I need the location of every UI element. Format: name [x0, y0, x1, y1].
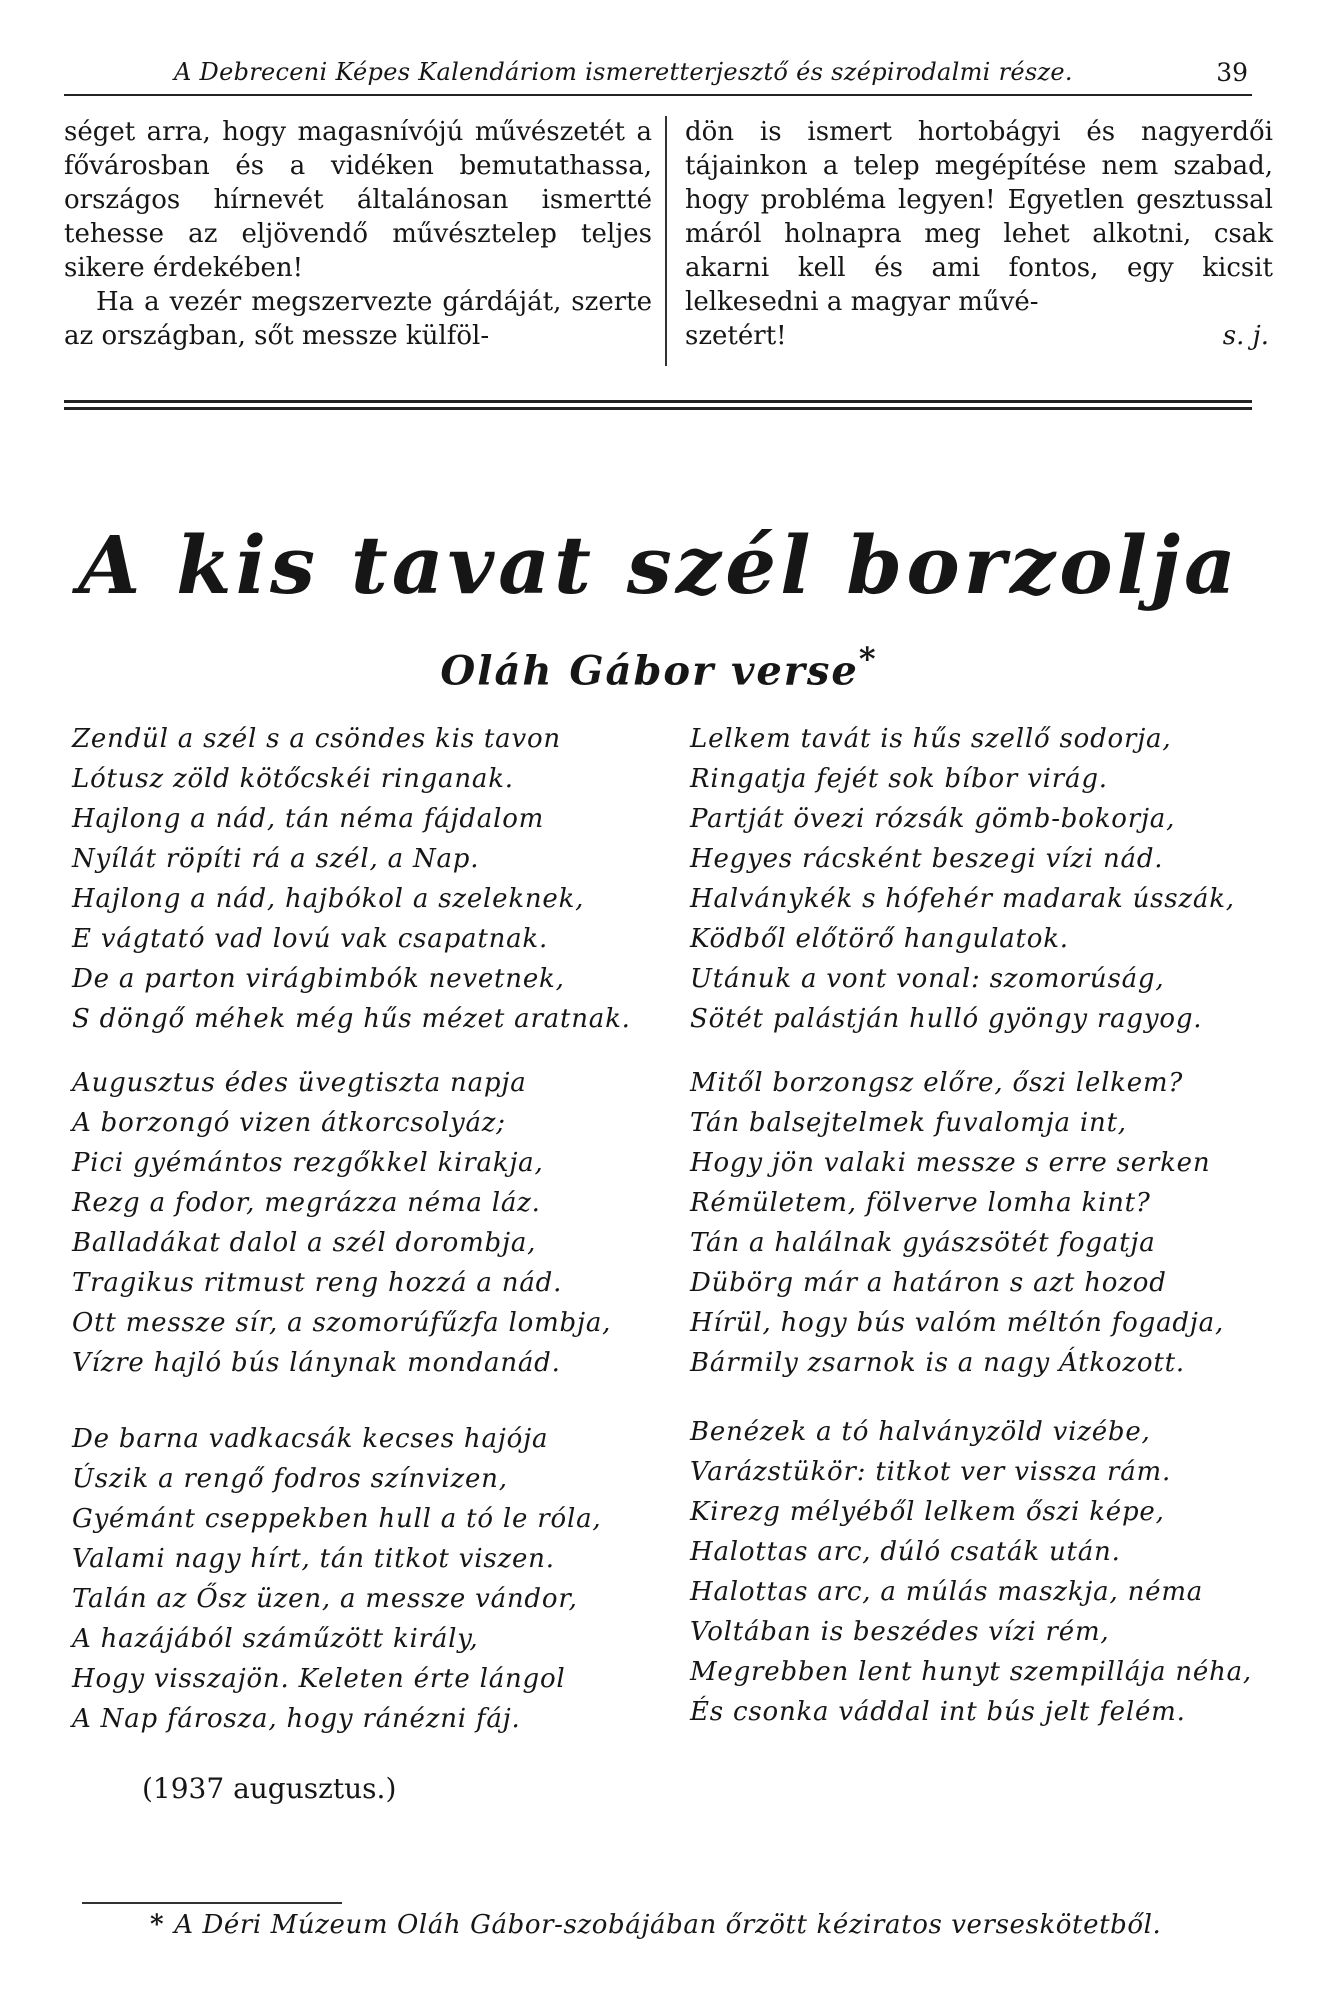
poem-line: Rezg a fodor, megrázza néma láz.	[72, 1188, 541, 1218]
poem-line: Dübörg már a határon s azt hozod	[690, 1268, 1167, 1298]
signature: s. j.	[1222, 321, 1269, 351]
page-number: 39	[1216, 58, 1248, 87]
stanza-right-1	[690, 719, 1290, 1039]
footnote-text: A Déri Múzeum Oláh Gábor-szobájában őrzött kéziratos verseskötetből.	[174, 1910, 1162, 1940]
poem-line: Benézek a tó halványzöld vizébe,	[690, 1417, 1151, 1447]
poem-line: Lelkem tavát is hűs szellő sodorja,	[690, 724, 1172, 754]
signature-line	[685, 319, 1273, 353]
stanza-left-1	[72, 719, 672, 1039]
poem-line: Nyílát röpíti rá a szél, a Nap.	[72, 844, 480, 874]
poem-line: Bármily zsarnok is a nagy Átkozott.	[690, 1348, 1185, 1378]
prose-paragraph: dön is ismert hortobágyi és nagyerdői tájainkon a telep megépítése nem szabad, hogy probléma legyen! Egyetlen gesztussal máról holnapra meg lehet alkotni, csak akarni kell és ami fontos, egy kicsit lelkesedni a magyar művé-	[685, 117, 1273, 317]
poem-line: Hogy jön valaki messze s erre serken	[690, 1148, 1211, 1178]
poem-line: Talán az Ősz üzen, a messze vándor,	[72, 1584, 578, 1614]
poem-line: Ringatja fejét sok bíbor virág.	[690, 764, 1108, 794]
poem-line: Sötét palástján hulló gyöngy ragyog.	[690, 1004, 1203, 1034]
poem-line: Gyémánt cseppekben hull a tó le róla,	[72, 1504, 602, 1534]
poem-title: A kis tavat szél borzolja	[78, 518, 1240, 612]
poem-line: A Nap fárosza, hogy ránézni fáj.	[72, 1704, 521, 1734]
poem-line: Hajlong a nád, tán néma fájdalom	[72, 804, 545, 834]
poem-line: Tragikus ritmust reng hozzá a nád.	[72, 1268, 563, 1298]
poem-line: Lótusz zöld kötőcskéi ringanak.	[72, 764, 514, 794]
poem-line: Halottas arc, dúló csaták után.	[690, 1537, 1121, 1567]
prose-paragraph: Ha a vezér megszervezte gárdáját, szerte az országban, sőt messze külföl-	[64, 287, 652, 351]
prose-right-column	[685, 115, 1273, 353]
poem-line: Mitől borzongsz előre, őszi lelkem?	[690, 1068, 1184, 1098]
footnote	[150, 1910, 1161, 1940]
poem-line: Halványkék s hófehér madarak ússzák,	[690, 884, 1235, 914]
poem-line: Hírül, hogy bús valóm méltón fogadja,	[690, 1308, 1225, 1338]
stanza-right-3	[690, 1412, 1290, 1732]
prose-left-column	[64, 115, 652, 353]
poem-line: Pici gyémántos rezgőkkel kirakja,	[72, 1148, 544, 1178]
poem-line: Megrebben lent hunyt szempillája néha,	[690, 1657, 1252, 1687]
poem-line: Hajlong a nád, hajbókol a szeleknek,	[72, 884, 585, 914]
prose-paragraph: séget arra, hogy magasnívójú művészetét a fővárosban és a vidéken bemutathassa, országos hírnevét általánosan ismertté tehesse az eljövendő művésztelep teljes sikere érdekében!	[64, 117, 652, 283]
footnote-marker: *	[150, 1910, 165, 1940]
poem-line: És csonka váddal int bús jelt felém.	[690, 1697, 1186, 1727]
header-rule	[64, 94, 1252, 96]
poem-line: A borzongó vizen átkorcsolyáz;	[72, 1108, 506, 1138]
poem-line: Vízre hajló bús lánynak mondanád.	[72, 1348, 561, 1378]
prose-last-line: szetért!	[685, 321, 787, 351]
poem-line: E vágtató vad lovú vak csapatnak.	[72, 924, 549, 954]
poem-author-text: Oláh Gábor verse	[440, 647, 859, 695]
poem-line: Tán balsejtelmek fuvalomja int,	[690, 1108, 1127, 1138]
poem-line: S döngő méhek még hűs mézet aratnak.	[72, 1004, 631, 1034]
poem-line: Tán a halálnak gyászsötét fogatja	[690, 1228, 1156, 1258]
poem-line: A hazájából száműzött király,	[72, 1624, 479, 1654]
running-header	[64, 58, 1252, 92]
poem-line: Ködből előtörő hangulatok.	[690, 924, 1069, 954]
poem-line: Kirezg mélyéből lelkem őszi képe,	[690, 1497, 1165, 1527]
poem-line: Úszik a rengő fodros színvizen,	[72, 1464, 508, 1494]
poem-line: Halottas arc, a múlás maszkja, néma	[690, 1577, 1204, 1607]
poem-line: Rémületem, fölverve lomha kint?	[690, 1188, 1151, 1218]
poem-line: Ott messze sír, a szomorúfűzfa lombja,	[72, 1308, 612, 1338]
section-rule-bottom	[64, 407, 1252, 410]
column-divider	[665, 116, 667, 366]
poem-line: Hegyes rácsként beszegi vízi nád.	[690, 844, 1164, 874]
footnote-reference: *	[858, 640, 878, 678]
poem-line: Valami nagy hírt, tán titkot viszen.	[72, 1544, 555, 1574]
poem-line: Voltában is beszédes vízi rém,	[690, 1617, 1110, 1647]
stanza-left-2	[72, 1063, 672, 1383]
poem-line: Zendül a szél s a csöndes kis tavon	[72, 724, 561, 754]
poem-date: (1937 augusztus.)	[142, 1772, 397, 1805]
poem-line: Balladákat dalol a szél dorombja,	[72, 1228, 537, 1258]
poem-author	[0, 640, 1318, 694]
poem-line: Varázstükör: titkot ver vissza rám.	[690, 1457, 1172, 1487]
footnote-rule	[82, 1902, 342, 1904]
poem-line: De a parton virágbimbók nevetnek,	[72, 964, 565, 994]
poem-line: Hogy visszajön. Keleten érte lángol	[72, 1664, 566, 1694]
poem-line: Utánuk a vont vonal: szomorúság,	[690, 964, 1165, 994]
stanza-left-3	[72, 1419, 672, 1739]
stanza-right-2	[690, 1063, 1290, 1383]
running-title: A Debreceni Képes Kalendáriom ismeretterjesztő és szépirodalmi része.	[174, 58, 1073, 86]
poem-line: Partját övezi rózsák gömb-bokorja,	[690, 804, 1176, 834]
section-rule-top	[64, 400, 1252, 403]
poem-line: Augusztus édes üvegtiszta napja	[72, 1068, 527, 1098]
poem-line: De barna vadkacsák kecses hajója	[72, 1424, 549, 1454]
